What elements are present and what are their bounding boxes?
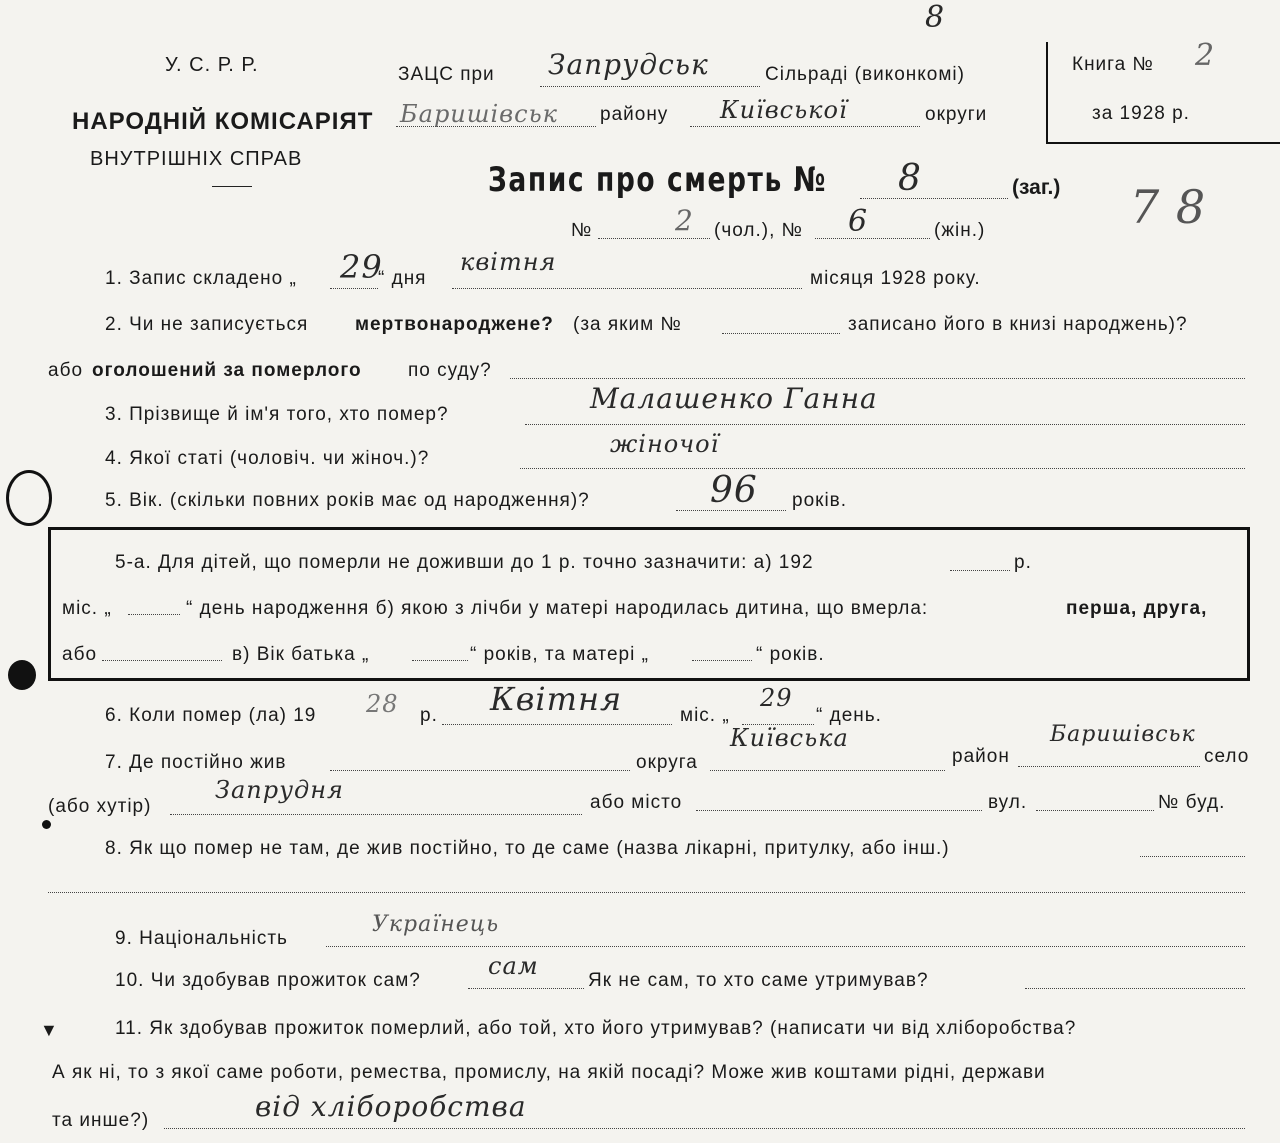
f5a-line3-a: або <box>62 644 98 665</box>
f2-a: 2. Чи не записується <box>105 314 309 335</box>
council-label: Сільраді (виконкомі) <box>765 64 965 85</box>
f1-month-handwritten: квітня <box>460 248 557 276</box>
f5-suffix: років. <box>792 490 848 511</box>
book-year: за 1928 р. <box>1092 103 1190 124</box>
f4-label: 4. Якої статі (чоловіч. чи жіноч.)? <box>105 448 430 469</box>
f7-city-line <box>696 810 982 811</box>
f7-village-line <box>170 814 582 815</box>
f7-b: округа <box>636 752 698 773</box>
district-handwritten: Баришівськ <box>400 100 558 128</box>
district-line <box>396 126 596 127</box>
record-title: Запис про смерть № <box>488 160 828 200</box>
f2-c: (за яким № <box>573 314 682 335</box>
f8-line-2 <box>48 892 1245 893</box>
f7-d: село <box>1204 746 1250 767</box>
f5a-month-line <box>128 614 180 615</box>
page-number-handwritten: 8 <box>925 0 946 35</box>
f5-age-handwritten: 96 <box>710 470 758 511</box>
f4-sex-handwritten: жіночої <box>610 430 720 458</box>
margin-mark: ▼ <box>40 1020 58 1040</box>
f3-line <box>525 424 1245 425</box>
f6-month-handwritten: Квітня <box>490 680 623 718</box>
f1-day-handwritten: 29 <box>340 248 383 286</box>
okrug-line <box>690 126 920 127</box>
f2-b: мертвонароджене? <box>355 314 554 335</box>
book-number-handwritten: 2 <box>1195 38 1216 73</box>
female-number-line <box>815 238 930 239</box>
f11-line <box>164 1128 1245 1129</box>
f5a-line2-a: міс. „ <box>62 598 112 619</box>
f5a-line3-b: в) Вік батька „ <box>232 644 370 665</box>
f6-a: 6. Коли помер (ла) 19 <box>105 705 317 726</box>
margin-dot <box>42 820 51 829</box>
f7-lived-line <box>330 770 630 771</box>
f6-year-handwritten: 28 <box>366 690 399 718</box>
header-divider <box>212 186 252 187</box>
f11-occupation-handwritten: від хліборобства <box>255 1090 527 1123</box>
f2-g: по суду? <box>408 360 492 381</box>
zags-place-line <box>540 86 760 87</box>
female-label: (жін.) <box>934 220 986 241</box>
punch-hole <box>6 470 52 526</box>
f5-age-line <box>676 510 786 511</box>
f8-line-1 <box>1140 856 1245 857</box>
f9-line <box>326 946 1245 947</box>
f1-prefix: 1. Запис складено „ <box>105 268 297 289</box>
f10-self-handwritten: сам <box>488 952 539 980</box>
male-number-handwritten: 2 <box>675 204 694 237</box>
f6-c: міс. „ <box>680 705 730 726</box>
f7-okrug-line <box>710 770 945 771</box>
f5a-line3-d: “ років. <box>756 644 825 665</box>
f1-mid: “ дня <box>378 268 427 289</box>
f2-court-line <box>510 378 1245 379</box>
department-label: ВНУТРІШНІХ СПРАВ <box>90 148 303 170</box>
f5a-line2-b: “ день народження б) якою з лічби у матері народилась дитина, що вмерла: <box>186 598 929 619</box>
f5a-year-line <box>950 570 1010 571</box>
male-number-line <box>598 238 710 239</box>
f10-self-line <box>468 988 584 989</box>
zags-prefix: ЗАЦС при <box>398 64 495 85</box>
f1-suffix: місяця 1928 року. <box>810 268 981 289</box>
f11-line2: А як ні, то з якої саме роботи, ремества, промислу, на якій посаді? Може жив коштами рідні, держави <box>52 1062 1046 1083</box>
f3-label: 3. Прізвище й ім'я того, хто помер? <box>105 404 449 425</box>
record-suffix: (заг.) <box>1012 176 1061 199</box>
f5a-line1-end: р. <box>1014 552 1032 573</box>
f7-district-line <box>1018 766 1200 767</box>
book-label: Книга № <box>1072 54 1154 75</box>
f7-okrug-handwritten: Київська <box>730 724 849 752</box>
f4-line <box>520 468 1245 469</box>
f6-day-handwritten: 29 <box>760 684 793 712</box>
f5a-line2-c: перша, друга, <box>1066 598 1208 619</box>
f2-e: або <box>48 360 84 381</box>
f5a-mother-line <box>692 660 752 661</box>
commissariat-label: НАРОДНІЙ КОМІСАРІЯТ <box>72 108 374 135</box>
corner-mark-handwritten: 7 8 <box>1130 180 1207 234</box>
f8-label: 8. Як що помер не там, де жив постійно, то де саме (назва лікарні, притулку, або інш.) <box>105 838 950 859</box>
f2-f: оголошений за померлого <box>92 360 362 381</box>
female-number-handwritten: 6 <box>848 204 869 239</box>
male-label: (чол.), № <box>714 220 804 241</box>
f3-name-handwritten: Малашенко Ганна <box>590 382 878 415</box>
republic-label: У. С. Р. Р. <box>165 54 259 76</box>
f1-day-line <box>330 288 378 289</box>
f7-e: (або хутір) <box>48 796 152 817</box>
record-number-line <box>860 198 1008 199</box>
no-label: № <box>571 220 593 241</box>
f9-label: 9. Національність <box>115 928 288 949</box>
f6-month-line <box>442 724 672 725</box>
district-label: району <box>600 104 669 125</box>
zags-place-handwritten: Запрудськ <box>548 48 709 81</box>
f7-street-line <box>1036 810 1154 811</box>
f5a-line1: 5-а. Для дітей, що померли не доживши до 1 р. точно зазначити: а) 192 <box>115 552 814 573</box>
f5-label: 5. Вік. (скільки повних років має од народження)? <box>105 490 590 511</box>
f2-number-line <box>722 333 840 334</box>
f7-c: район <box>952 746 1010 767</box>
f5a-line3-c: “ років, та матері „ <box>470 644 649 665</box>
okrug-label: округи <box>925 104 988 125</box>
f7-f: або місто <box>590 792 683 813</box>
f9-nationality-handwritten: Українець <box>372 912 500 937</box>
punch-hole <box>8 660 36 690</box>
f7-village-handwritten: Запрудня <box>215 776 344 804</box>
f7-h: № буд. <box>1158 792 1226 813</box>
f7-district-handwritten: Баришівськ <box>1050 722 1196 747</box>
f5a-other-line <box>102 660 222 661</box>
f7-g: вул. <box>988 792 1028 813</box>
f10-b: Як не сам, то хто саме утримував? <box>588 970 929 991</box>
f7-a: 7. Де постійно жив <box>105 752 287 773</box>
f6-d: “ день. <box>816 705 882 726</box>
f10-a: 10. Чи здобував прожиток сам? <box>115 970 421 991</box>
f1-month-line <box>452 288 802 289</box>
f6-b: р. <box>420 705 438 726</box>
f11-line1: 11. Як здобував прожиток померлий, або той, хто його утримував? (написати чи від хліборобства? <box>115 1018 1077 1039</box>
f5a-father-line <box>412 660 468 661</box>
f10-who-line <box>1025 988 1245 989</box>
okrug-handwritten: Київської <box>720 96 848 124</box>
record-number-handwritten: 8 <box>898 158 922 199</box>
f2-d: записано його в книзі народжень)? <box>848 314 1188 335</box>
f11-line3: та инше?) <box>52 1110 150 1131</box>
